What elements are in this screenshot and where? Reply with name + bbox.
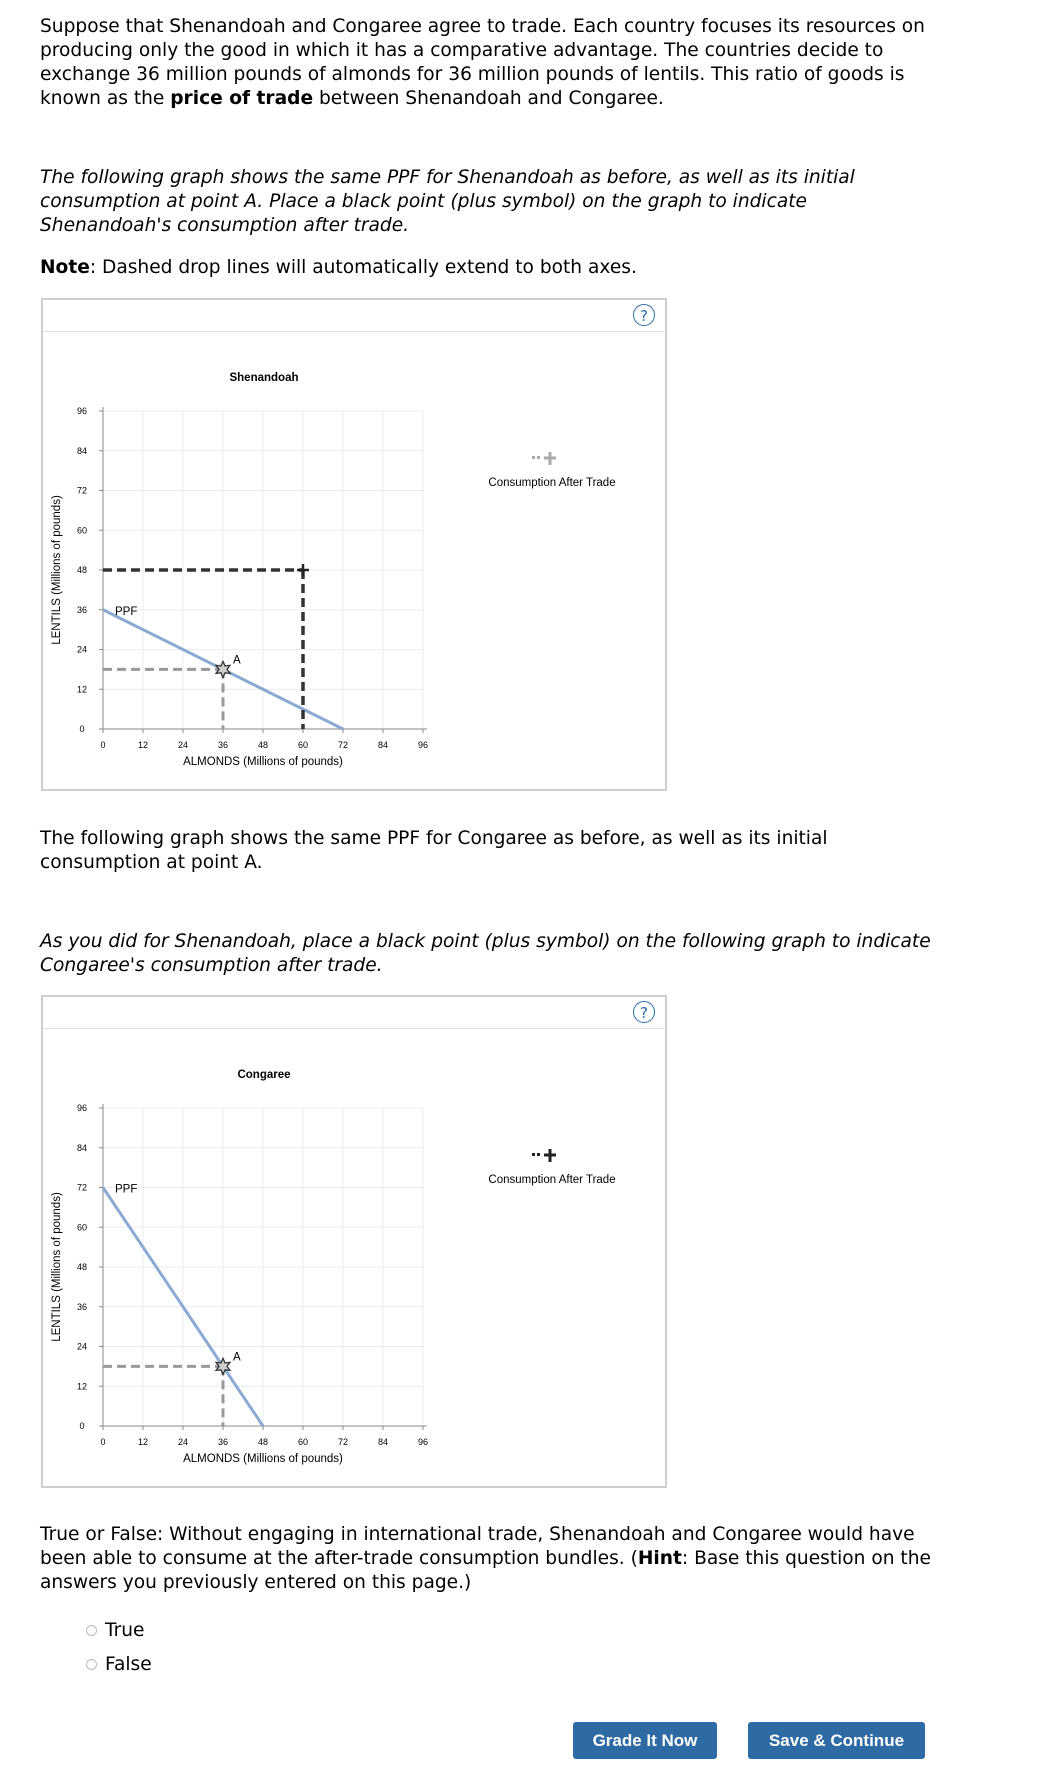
x-tick-label: 72	[337, 740, 349, 750]
ppf-label: PPF	[115, 1183, 138, 1196]
x-tick-label: 60	[297, 740, 309, 750]
note-text: : Dashed drop lines will automatically extend to both axes.	[89, 257, 637, 278]
note-line	[40, 256, 960, 280]
shenandoah-chart[interactable]	[43, 331, 665, 791]
y-tick-label: 24	[76, 644, 88, 655]
plus-tool-dot	[537, 456, 540, 459]
plus-tool-icon	[544, 1149, 556, 1162]
x-tick-label: 0	[100, 740, 106, 750]
true-false-question	[40, 1523, 950, 1595]
y-tick-label: 36	[76, 1301, 88, 1312]
x-tick-label: 48	[257, 740, 269, 750]
y-axis-label: LENTILS (Millions of pounds)	[51, 1192, 63, 1342]
price-of-trade-term: price of trade	[170, 88, 314, 109]
x-axis-label: ALMONDS (Millions of pounds)	[183, 1453, 343, 1465]
point-a-label: A	[233, 654, 241, 667]
congaree-instructions: As you did for Shenandoah, place a black point (plus symbol) on the following graph to indicate Congaree's consumption after trade.	[40, 931, 931, 976]
x-axis-label: ALMONDS (Millions of pounds)	[183, 756, 343, 768]
shenandoah-graph-panel	[41, 298, 667, 791]
x-tick-label: 36	[217, 1437, 229, 1447]
x-tick-label: 84	[377, 740, 389, 750]
intro-text: Suppose that Shenandoah and Congaree agree to trade. Each country focuses its resources on producing only the good in which it has a comparative advantage. The countries decide to exchange 36 million pounds of almonds for 36 million pounds of lentils. This ratio of goods is known as the	[40, 16, 925, 109]
y-tick-label: 24	[76, 1341, 88, 1352]
congaree-intro: The following graph shows the same PPF for Congaree as before, as well as its initial consumption at point A.	[40, 828, 828, 873]
x-tick-label: 24	[177, 740, 189, 750]
x-tick-label: 24	[177, 1437, 189, 1447]
option-true[interactable]	[86, 1620, 145, 1641]
congaree-chart[interactable]	[43, 1028, 665, 1488]
plus-tool-dot	[532, 1153, 535, 1156]
graph-toolbar	[43, 997, 665, 1029]
option-false-label[interactable]: False	[105, 1654, 152, 1675]
x-tick-label: 36	[217, 740, 229, 750]
x-tick-label: 12	[137, 740, 149, 750]
save-continue-button[interactable]: Save & Continue	[748, 1722, 925, 1759]
plus-tool-dot	[532, 456, 535, 459]
note-label: Note	[40, 257, 90, 278]
y-tick-label: 12	[76, 684, 88, 695]
intro-paragraph	[40, 15, 960, 111]
x-tick-label: 96	[417, 740, 429, 750]
option-true-label[interactable]: True	[105, 1620, 145, 1641]
x-tick-label: 96	[417, 1437, 429, 1447]
question-text-end: : Base this question on the answers you previously entered on this page.)	[40, 1548, 931, 1593]
option-false[interactable]	[86, 1654, 152, 1675]
y-tick-label: 84	[76, 445, 88, 456]
legend-label: Consumption After Trade	[488, 477, 616, 489]
shenandoah-instructions: The following graph shows the same PPF for Shenandoah as before, as well as its initial consumption at point A. Place a black point (plus symbol) on the graph to indicate Shenandoah's consumption after trade.	[40, 167, 855, 236]
y-tick-label: 0	[79, 1421, 85, 1431]
congaree-graph-panel	[41, 995, 667, 1488]
x-tick-label: 84	[377, 1437, 389, 1447]
y-tick-label: 72	[76, 485, 88, 496]
y-tick-label: 60	[76, 1222, 88, 1233]
x-tick-label: 12	[137, 1437, 149, 1447]
grade-it-now-button[interactable]: Grade It Now	[573, 1722, 717, 1759]
help-icon[interactable]: ?	[633, 1001, 655, 1023]
x-tick-label: 60	[297, 1437, 309, 1447]
graph-toolbar	[43, 300, 665, 332]
y-tick-label: 72	[76, 1182, 88, 1193]
y-tick-label: 0	[79, 724, 85, 734]
after-trade-plus-marker	[297, 564, 309, 576]
y-axis-label: LENTILS (Millions of pounds)	[51, 495, 63, 645]
chart-title: Shenandoah	[229, 372, 299, 384]
y-tick-label: 96	[76, 406, 88, 416]
y-tick-label: 96	[76, 1103, 88, 1113]
chart-title: Congaree	[237, 1069, 291, 1081]
question-text: True or False: Without engaging in international trade, Shenandoah and Congaree would have been able to consume at the after-trade consumption bundles. (	[40, 1524, 915, 1569]
x-tick-label: 0	[100, 1437, 106, 1447]
x-tick-label: 48	[257, 1437, 269, 1447]
radio-true[interactable]	[86, 1625, 97, 1636]
intro-text-end: between Shenandoah and Congaree.	[313, 88, 664, 109]
y-tick-label: 84	[76, 1142, 88, 1153]
help-icon[interactable]: ?	[633, 304, 655, 326]
plus-tool-dot	[537, 1153, 540, 1156]
y-tick-label: 48	[76, 565, 88, 575]
point-a-label: A	[233, 1351, 241, 1364]
y-tick-label: 12	[76, 1381, 88, 1392]
plus-tool-icon	[544, 452, 556, 465]
y-tick-label: 48	[76, 1262, 88, 1272]
radio-false[interactable]	[86, 1659, 97, 1670]
y-tick-label: 36	[76, 604, 88, 615]
ppf-label: PPF	[115, 605, 138, 618]
x-tick-label: 72	[337, 1437, 349, 1447]
hint-label: Hint	[637, 1548, 682, 1569]
y-tick-label: 60	[76, 525, 88, 536]
legend-label: Consumption After Trade	[488, 1174, 616, 1186]
